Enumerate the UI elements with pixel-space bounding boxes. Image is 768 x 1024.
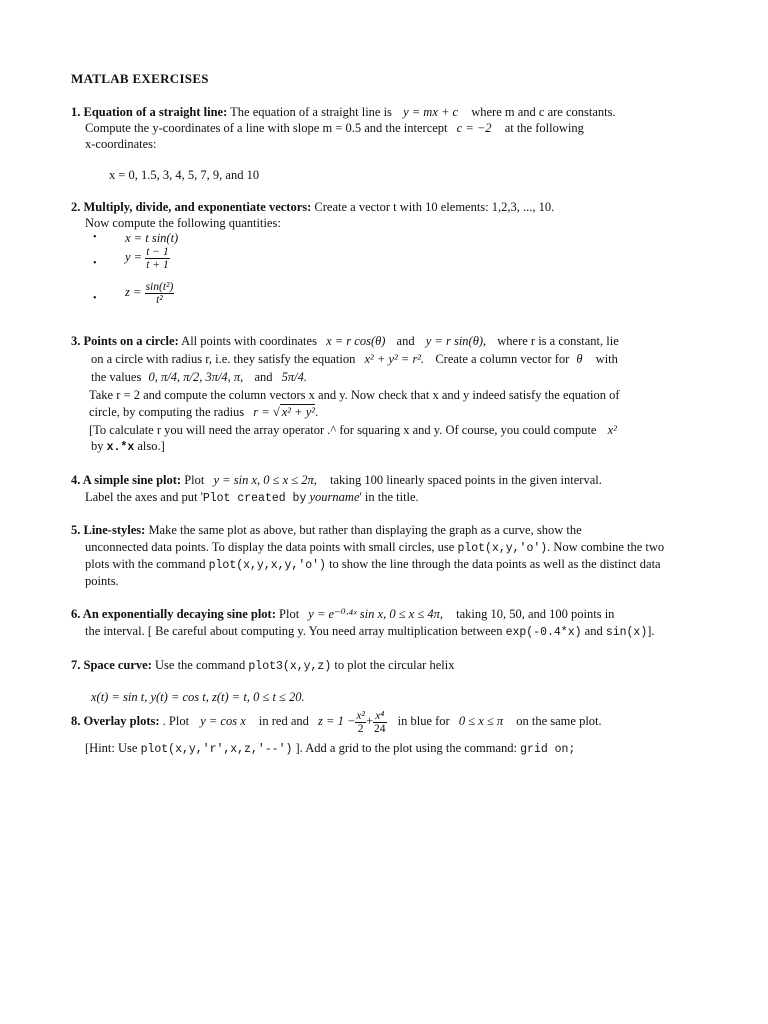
- exercise-3-line-2-b: Create a column vector for: [432, 352, 573, 366]
- exercise-8-hint: [85, 740, 575, 758]
- exercise-2-line-2: Now compute the following quantities:: [85, 216, 281, 230]
- exercise-4-equation: y = sin x, 0 ≤ x ≤ 2π,: [213, 473, 317, 487]
- exercise-1-text-b: where m and c are constants.: [468, 105, 616, 119]
- exercise-7-helix-equation: x(t) = sin t, y(t) = cos t, z(t) = t, 0 ≤ t ≤ 20.: [91, 690, 305, 704]
- plot-circles-code: plot(x,y,'o'): [457, 542, 548, 555]
- exercise-3-line-5-end: .: [315, 405, 319, 419]
- exercise-6-line-2: [85, 623, 655, 641]
- exercise-5-line-2-text: unconnected data points. To display the data points with small circles, use: [85, 540, 458, 554]
- exercise-3-eq-x: x = r cos(θ): [326, 334, 386, 348]
- exercise-1-intercept-eq: c = −2: [456, 121, 492, 135]
- exercise-4-line-2: [85, 489, 419, 507]
- exercise-2-line-1: [71, 199, 554, 215]
- series-fraction-2: [373, 710, 387, 735]
- exercise-1-line-2-text: Compute the y-coordinates of a line with slope m = 0.5 and the intercept: [85, 121, 451, 135]
- exercise-5-line-3-end: to show the line through the data points as well as the distinct data: [325, 557, 661, 571]
- exercise-3-x-squared: x²: [607, 423, 617, 437]
- page-title: MATLAB EXERCISES: [71, 71, 209, 86]
- exercise-2-heading: 2. Multiply, divide, and exponentiate vectors:: [71, 200, 312, 214]
- exercise-3-line-3-text: the values: [91, 370, 145, 384]
- fraction-numerator: x⁴: [373, 710, 387, 723]
- exercise-3-line-7-end: also.]: [134, 439, 165, 453]
- plus-sign: +: [365, 714, 374, 728]
- exercise-8-interval: 0 ≤ x ≤ π: [458, 714, 504, 728]
- exercise-2-quantity-x: x = t sin(t): [125, 231, 179, 245]
- fraction-denominator: t + 1: [146, 259, 169, 271]
- exercise-5-line-4: points.: [85, 574, 119, 588]
- exercise-1-values: x = 0, 1.5, 3, 4, 5, 7, 9, and 10: [109, 168, 260, 182]
- hint-text: [Hint: Use: [85, 741, 141, 755]
- exercise-3-eq-y: y = r sin(θ),: [425, 334, 487, 348]
- exercise-3-text-b: where r is a constant, lie: [494, 334, 619, 348]
- exercise-3-line-2-c: with: [592, 352, 618, 366]
- exercise-1-line-3: x-coordinates:: [85, 137, 157, 151]
- fraction-numerator: t − 1: [146, 246, 169, 258]
- exercise-8-text-b: in red and: [255, 714, 313, 728]
- bullet-icon: •: [93, 293, 97, 304]
- exercise-3-circle-eq: x² + y² = r².: [364, 352, 425, 366]
- exercise-1-line-2: [85, 120, 584, 136]
- exercise-3-line-3-and: and: [251, 370, 276, 384]
- exercise-7-text-b: to plot the circular helix: [331, 658, 455, 672]
- exercise-3-line-6-text: [To calculate r you will need the array operator .^ for squaring x and y. Of course, you could compute: [89, 423, 600, 437]
- exercise-4-line-1: [71, 472, 602, 488]
- exercise-7-heading: 7. Space curve:: [71, 658, 152, 672]
- bullet-icon: •: [93, 258, 97, 269]
- exercise-6-line-2-text: the interval. [ Be careful about computing y. You need array multiplication between: [85, 624, 506, 638]
- exercise-6-text: Plot: [275, 607, 303, 621]
- exercise-6-equation: y = e⁻⁰·⁴ˣ sin x, 0 ≤ x ≤ 4π,: [308, 607, 443, 621]
- exercise-8-text-c: in blue for: [394, 714, 453, 728]
- exercise-4-line-2-end: ' in the title.: [359, 490, 419, 504]
- exercise-3-line-3: [91, 369, 307, 385]
- exercise-3-heading: 3. Points on a circle:: [71, 334, 179, 348]
- exercise-2-quantity-y: [125, 246, 170, 271]
- bullet-icon: •: [93, 232, 97, 243]
- exercise-7-line-1: [71, 657, 454, 675]
- exercise-3-text: All points with coordinates: [178, 334, 321, 348]
- exercise-8-line-1: [71, 708, 602, 735]
- exercise-6-heading: 6. An exponentially decaying sine plot:: [71, 607, 276, 621]
- exercise-1-line-2-end: at the following: [501, 121, 584, 135]
- exercise-4-text-b: taking 100 linearly spaced points in the given interval.: [326, 473, 602, 487]
- radius-eq-lhs: r = √: [253, 405, 280, 419]
- exercise-5-heading: 5. Line-styles:: [71, 523, 146, 537]
- fraction-denominator: 24: [374, 722, 386, 735]
- exercise-6-line-1: [71, 606, 614, 622]
- plot-combined-code: plot(x,y,x,y,'o'): [208, 559, 326, 572]
- theta-symbol: θ: [576, 352, 583, 366]
- exercise-5-line-2: [85, 539, 664, 557]
- exercise-7-text: Use the command: [151, 658, 249, 672]
- sin-code: sin(x): [605, 626, 648, 639]
- array-operator-code: x.*x: [106, 441, 135, 454]
- exercise-5-line-3-text: plots with the command: [85, 557, 209, 571]
- quantity-z-lhs: z =: [125, 285, 142, 300]
- exercise-8-text-d: on the same plot.: [513, 714, 602, 728]
- exercise-2-text: Create a vector t with 10 elements: 1,2,3, ..., 10.: [311, 200, 555, 214]
- radius-eq-radicand: x² + y²: [281, 405, 315, 419]
- exercise-8-heading: 8. Overlay plots:: [71, 714, 160, 728]
- fraction-numerator: sin(t²): [145, 281, 174, 293]
- exercise-4-line-2-text: Label the axes and put ': [85, 490, 203, 504]
- grid-on-code: grid on;: [520, 743, 576, 756]
- exercise-5-text: Make the same plot as above, but rather than displaying the graph as a curve, show the: [145, 523, 582, 537]
- fraction-denominator: t²: [156, 294, 163, 306]
- exercise-3-line-7-text: by: [91, 439, 107, 453]
- exercise-5-line-3: [85, 556, 661, 574]
- exercise-3-line-2: [91, 351, 618, 367]
- exercise-8-text: . Plot: [159, 714, 193, 728]
- exercise-2-quantity-z: [125, 281, 174, 306]
- exercise-4-heading: 4. A simple sine plot:: [71, 473, 182, 487]
- exercise-8-cos-eq: y = cos x: [200, 714, 246, 728]
- overlay-plot-code: plot(x,y,'r',x,z,'--'): [140, 743, 293, 756]
- plot3-code: plot3(x,y,z): [248, 660, 332, 673]
- quantity-z-fraction: [145, 281, 175, 306]
- exercise-5-line-1: [71, 522, 582, 538]
- quantity-y-lhs: y =: [125, 250, 143, 265]
- exercise-3-and: and: [393, 334, 418, 348]
- exercise-3-line-5-text: circle, by computing the radius: [89, 405, 248, 419]
- exercise-3-line-7: [91, 438, 165, 456]
- series-fraction-1: [355, 710, 366, 735]
- yourname-placeholder: yourname: [306, 490, 360, 504]
- plot-title-code: Plot created by: [202, 492, 307, 505]
- exercise-3-line-2-text: on a circle with radius r, i.e. they satisfy the equation: [91, 352, 359, 366]
- exercise-1-line-1: [71, 104, 616, 120]
- exercise-3-angle-last: 5π/4.: [281, 370, 307, 384]
- exercise-4-text: Plot: [181, 473, 208, 487]
- exercise-6-line-2-end: ].: [647, 624, 655, 638]
- exercise-8-series-lhs: z = 1 −: [318, 714, 356, 728]
- hint-text-b: ]. Add a grid to the plot using the command:: [292, 741, 521, 755]
- exercise-3-line-6: [89, 422, 617, 438]
- exercise-3-line-1: [71, 333, 619, 349]
- fraction-denominator: 2: [357, 722, 364, 735]
- exercise-1-equation: y = mx + c: [403, 105, 459, 119]
- exercise-6-and: and: [581, 624, 606, 638]
- quantity-y-fraction: [145, 246, 169, 271]
- exercise-5-line-2-end: . Now combine the two: [547, 540, 665, 554]
- exp-code: exp(-0.4*x): [505, 626, 582, 639]
- exercise-1-heading: 1. Equation of a straight line:: [71, 105, 228, 119]
- exercise-3-line-4: Take r = 2 and compute the column vectors x and y. Now check that x and y indeed satisfy the equation of: [89, 388, 620, 402]
- exercise-1-text: The equation of a straight line is: [227, 105, 396, 119]
- fraction-numerator: x²: [356, 709, 365, 722]
- exercise-6-text-b: taking 10, 50, and 100 points in: [452, 607, 615, 621]
- exercise-3-line-5: [89, 404, 318, 420]
- exercise-3-angle-values: 0, π/4, π/2, 3π/4, π,: [148, 370, 244, 384]
